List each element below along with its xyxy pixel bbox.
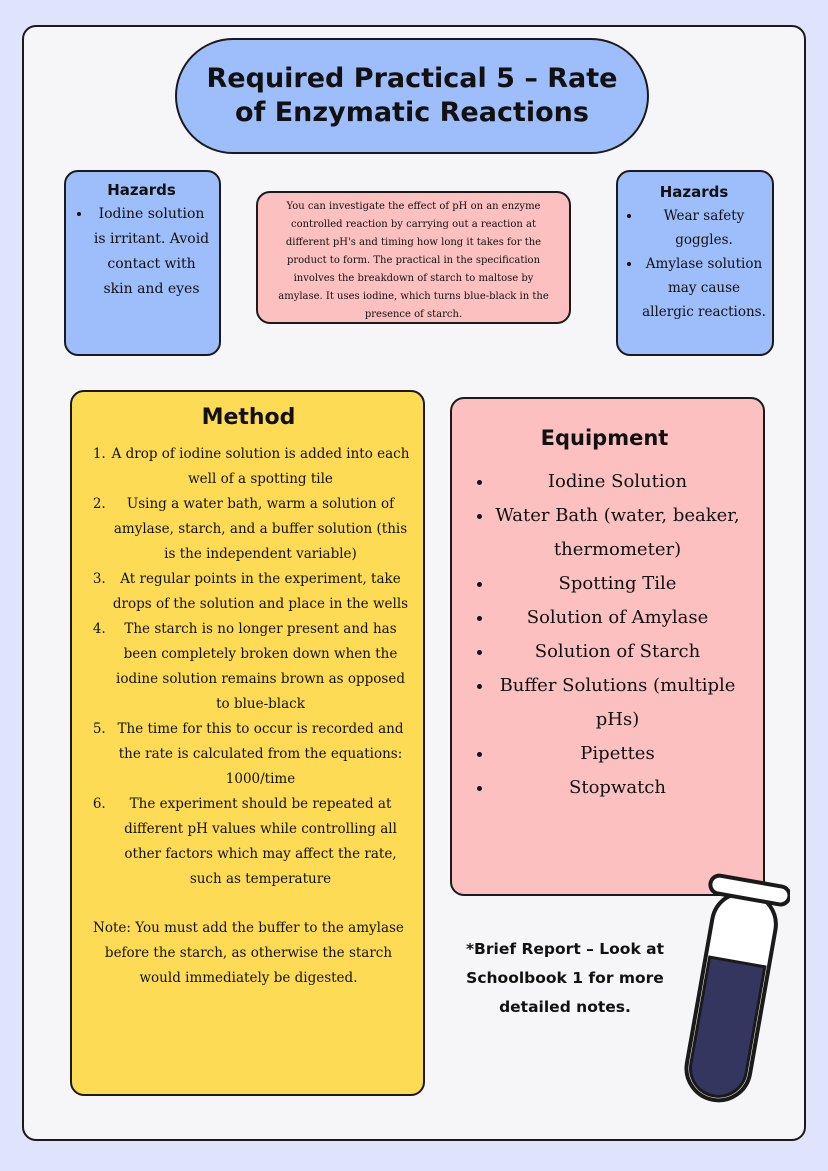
page-title: Required Practical 5 – Rate of Enzymatic Reactions: [206, 63, 618, 128]
equipment-item: • Buffer Solutions (multiple pHs): [494, 669, 741, 737]
equipment-item: • Water Bath (water, beaker, thermometer): [494, 499, 741, 567]
method-step: 5. The time for this to occur is recorded and the rate is calculated from the equations: 1000/time: [110, 717, 411, 792]
method-step: 3. At regular points in the experiment, take drops of the solution and place in the wells: [110, 567, 411, 617]
report-note: *Brief Report – Look at Schoolbook 1 for more detailed notes.: [465, 940, 665, 1016]
equipment-card: [450, 397, 765, 896]
method-note: Note: You must add the buffer to the amylase before the starch, as otherwise the starch would immediately be digested.: [93, 920, 404, 986]
hazards-left-heading: Hazards: [107, 181, 176, 199]
equipment-list: [468, 465, 741, 805]
intro-text: You can investigate the effect of pH on an enzyme controlled reaction by carrying out a reaction at different pH's and timing how long it takes for the product to form. The practical in the specification involves the breakdown of starch to maltose by amylase. It uses iodine, which turns blue-black in the presence of starch.: [278, 201, 549, 320]
hazards-left-list: [72, 202, 211, 302]
method-step: 6. The experiment should be repeated at different pH values while controlling all other factors which may affect the rate, such as temperature: [110, 792, 411, 892]
hazard-item: • Wear safety goggles.: [642, 204, 766, 252]
hazard-item: • Amylase solution may cause allergic reactions.: [642, 252, 766, 324]
intro-card: [256, 191, 571, 324]
method-step: 2. Using a water bath, warm a solution of amylase, starch, and a buffer solution (this is the independent variable): [110, 492, 411, 567]
equipment-item: • Stopwatch: [494, 771, 741, 805]
title-banner: [175, 38, 649, 154]
equipment-item: • Solution of Amylase: [494, 601, 741, 635]
equipment-item: • Iodine Solution: [494, 465, 741, 499]
hazards-right-list: [622, 204, 766, 324]
method-card: [70, 390, 425, 1096]
method-heading: Method: [201, 405, 296, 430]
hazards-right-heading: Hazards: [659, 183, 729, 201]
equipment-item: • Spotting Tile: [494, 567, 741, 601]
equipment-heading: Equipment: [540, 426, 669, 450]
method-step: 1. A drop of iodine solution is added into each well of a spotting tile: [110, 442, 411, 492]
hazards-left-card: [64, 170, 221, 356]
equipment-item: • Pipettes: [494, 737, 741, 771]
method-step: 4. The starch is no longer present and has been completely broken down when the iodine solution remains brown as opposed to blue-black: [110, 617, 411, 717]
hazards-right-card: [616, 170, 774, 356]
hazard-item: • Iodine solution is irritant. Avoid contact with skin and eyes: [92, 202, 211, 302]
test-tube-icon: [680, 872, 790, 1112]
method-steps: [86, 442, 411, 892]
equipment-item: • Solution of Starch: [494, 635, 741, 669]
